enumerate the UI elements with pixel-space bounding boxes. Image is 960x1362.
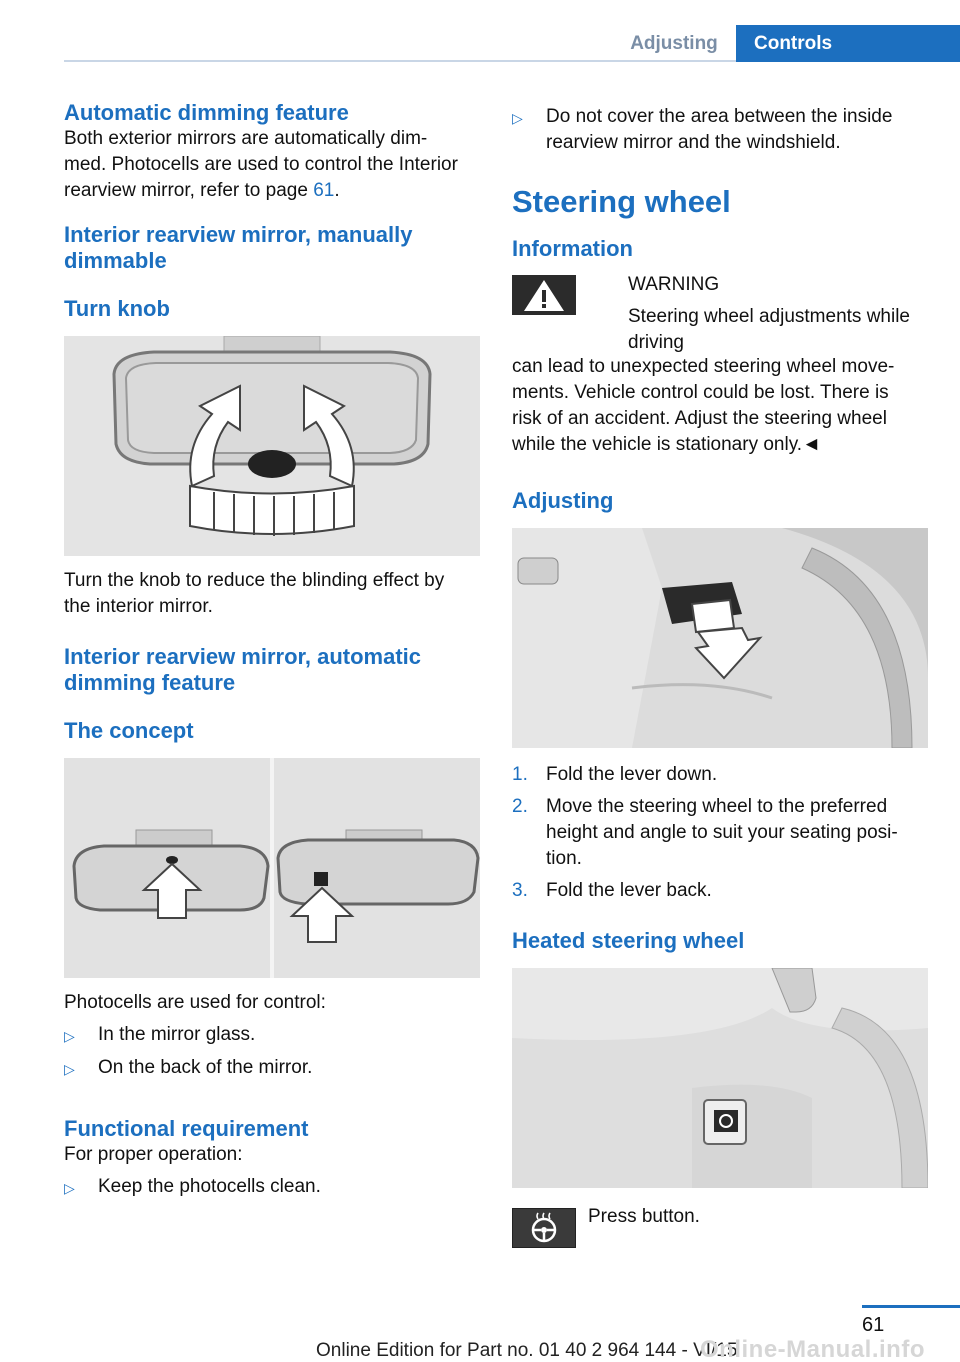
bullet-triangle-icon: ▷ bbox=[64, 1061, 75, 1077]
warning-block bbox=[512, 272, 928, 356]
turn-knob-paragraph bbox=[64, 568, 480, 620]
concept-title: The concept bbox=[64, 718, 194, 743]
functional-requirement-text: For proper operation: bbox=[64, 1144, 243, 1165]
photocell-figure bbox=[64, 758, 480, 978]
cover-item-line-2: rearview mirror and the windshield. bbox=[546, 132, 841, 153]
list-item-text bbox=[546, 104, 892, 156]
list-item bbox=[512, 878, 928, 904]
list-item bbox=[512, 794, 928, 872]
turn-knob-line-1: Turn the knob to reduce the blinding effect by bbox=[64, 570, 445, 591]
bullet-triangle-icon: ▷ bbox=[64, 1028, 75, 1044]
auto-dim-mirror-title-line-1: Interior rearview mirror, automatic bbox=[64, 644, 422, 669]
step-2-line-1: Move the steering wheel to the preferred bbox=[546, 796, 888, 817]
warning-line-1: Steering wheel adjustments while driving bbox=[628, 306, 910, 353]
cover-item-line-1: Do not cover the area between the inside bbox=[546, 106, 893, 127]
bullet-triangle-icon: ▷ bbox=[64, 1180, 75, 1196]
list-item bbox=[64, 1055, 480, 1082]
turn-knob-title: Turn knob bbox=[64, 296, 170, 321]
auto-dim-line-1: Both exterior mirrors are automatically dim- bbox=[64, 128, 428, 149]
auto-dim-line-3 bbox=[64, 178, 480, 204]
warning-line-3: ments. Vehicle control could be lost. There is bbox=[512, 382, 889, 403]
manual-dim-title bbox=[64, 222, 480, 274]
page-ref-link[interactable]: 61 bbox=[313, 180, 335, 201]
warning-line-2: can lead to unexpected steering wheel move- bbox=[512, 356, 895, 377]
turn-knob-figure bbox=[64, 336, 480, 556]
header-section-tab[interactable]: Adjusting bbox=[630, 33, 718, 54]
auto-dim-paragraph bbox=[64, 126, 480, 204]
list-item-text: In the mirror glass. bbox=[98, 1024, 256, 1045]
list-item bbox=[64, 1174, 480, 1201]
step-number: 3. bbox=[512, 880, 528, 901]
heated-steering-figure bbox=[512, 968, 928, 1188]
right-column bbox=[512, 100, 928, 1248]
step-number: 2. bbox=[512, 796, 528, 817]
header-chapter-tab[interactable]: Controls bbox=[736, 25, 960, 62]
auto-dim-mirror-title bbox=[64, 644, 480, 696]
manual-dim-title-line-1: Interior rearview mirror, manually bbox=[64, 222, 413, 247]
adjusting-title: Adjusting bbox=[512, 488, 614, 513]
footer-edition: Online Edition for Part no. 01 40 2 964 144 - VI/15 bbox=[316, 1340, 738, 1361]
step-2-line-3: tion. bbox=[546, 848, 582, 869]
step-text bbox=[546, 794, 898, 872]
list-item bbox=[512, 104, 928, 156]
turn-knob-line-2: the interior mirror. bbox=[64, 596, 213, 617]
step-text: Fold the lever back. bbox=[546, 880, 712, 901]
steering-wheel-title: Steering wheel bbox=[512, 184, 731, 219]
auto-dim-mirror-title-line-2: dimming feature bbox=[64, 670, 236, 695]
heated-steering-wheel-icon bbox=[512, 1208, 576, 1248]
auto-dim-period: . bbox=[334, 180, 340, 201]
photocells-intro: Photocells are used for control: bbox=[64, 992, 326, 1013]
press-button-text: Press button. bbox=[588, 1206, 700, 1227]
auto-dim-title: Automatic dimming feature bbox=[64, 100, 349, 125]
list-item bbox=[512, 762, 928, 788]
adjusting-lever-figure bbox=[512, 528, 928, 748]
manual-dim-title-line-2: dimmable bbox=[64, 248, 167, 273]
step-text: Fold the lever down. bbox=[546, 764, 718, 785]
auto-dim-line-2: med. Photocells are used to control the Interior bbox=[64, 154, 458, 175]
step-number: 1. bbox=[512, 764, 528, 785]
list-item-text: On the back of the mirror. bbox=[98, 1057, 313, 1078]
heated-steering-title: Heated steering wheel bbox=[512, 928, 745, 953]
page-number: 61 bbox=[862, 1314, 885, 1336]
warning-line-5: while the vehicle is stationary only.◄ bbox=[512, 434, 821, 455]
adjusting-steps bbox=[512, 762, 928, 904]
left-column bbox=[64, 100, 480, 1201]
auto-dim-line-3-text: rearview mirror, refer to page bbox=[64, 180, 314, 201]
bullet-triangle-icon: ▷ bbox=[512, 110, 523, 126]
photocell-list bbox=[64, 1022, 480, 1082]
functional-requirement-title: Functional requirement bbox=[64, 1116, 309, 1141]
warning-text-top bbox=[562, 272, 928, 356]
warning-text-body bbox=[512, 354, 928, 458]
step-2-line-2: height and angle to suit your seating posi- bbox=[546, 822, 898, 843]
information-title: Information bbox=[512, 236, 633, 261]
warning-label: WARNING bbox=[628, 274, 720, 295]
warning-line-4: risk of an accident. Adjust the steering wheel bbox=[512, 408, 887, 429]
warning-triangle-icon bbox=[512, 275, 576, 315]
list-item-text: Keep the photocells clean. bbox=[98, 1176, 321, 1197]
list-item bbox=[64, 1022, 480, 1049]
footer-divider bbox=[862, 1305, 960, 1308]
press-button-row bbox=[512, 1208, 928, 1248]
watermark: Online-Manual.info bbox=[700, 1336, 925, 1362]
